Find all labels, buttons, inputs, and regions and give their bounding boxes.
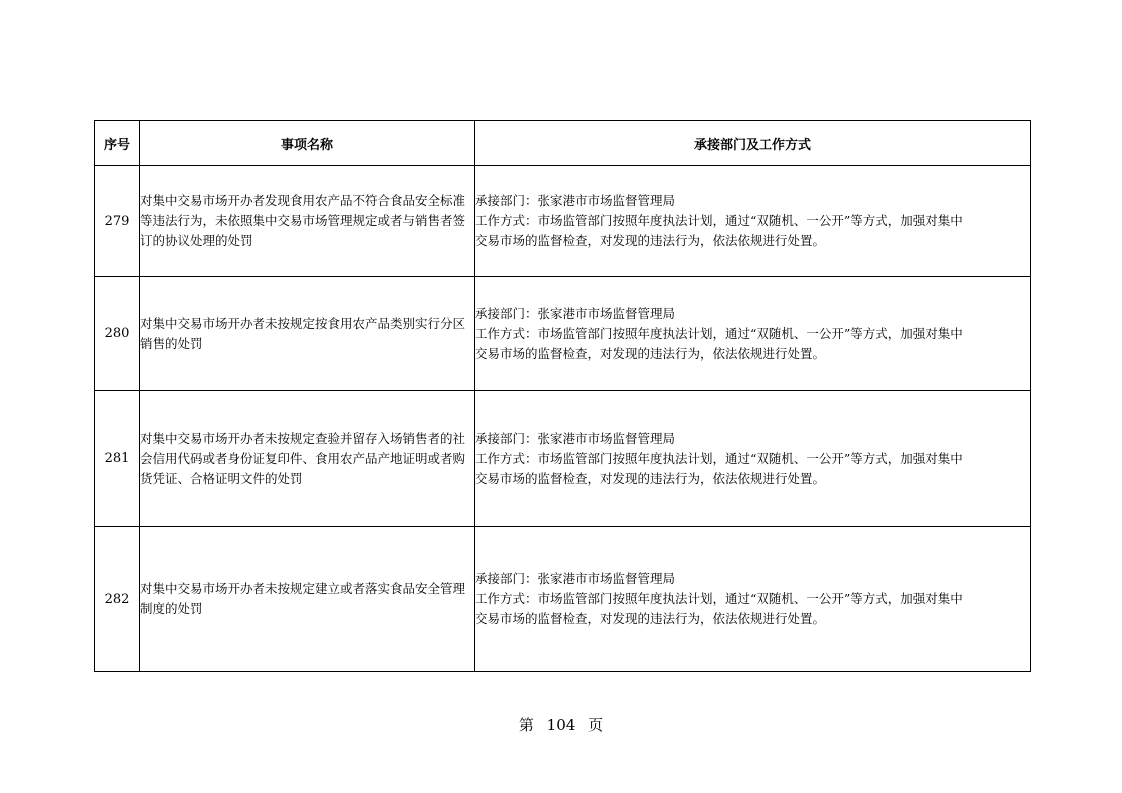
table-header-row bbox=[95, 121, 1031, 166]
page-footer bbox=[0, 714, 1122, 735]
department-line: 承接部门：张家港市市场监督管理局 bbox=[475, 305, 676, 321]
matters-table bbox=[94, 120, 1031, 672]
row-matter-name: 对集中交易市场开办者未按规定查验并留存入场销售者的社会信用代码或者身份证复印件、食用农产品产地证明或者购货凭证、合格证明文件的处罚 bbox=[140, 391, 475, 527]
row-serial-number: 282 bbox=[95, 527, 140, 672]
method-line-continued: 交易市场的监督检查，对发现的违法行为，依法依规进行处置。 bbox=[475, 233, 826, 248]
row-department-method bbox=[475, 391, 1031, 527]
page-suffix: 页 bbox=[588, 716, 604, 734]
table-row bbox=[95, 391, 1031, 527]
department-line: 承接部门：张家港市市场监督管理局 bbox=[475, 193, 676, 208]
method-line: 工作方式：市场监管部门按照年度执法计划，通过“双随机、一公开”等方式，加强对集中 bbox=[475, 591, 963, 606]
table-row bbox=[95, 527, 1031, 672]
header-serial-number: 序号 bbox=[95, 121, 140, 166]
row-department-method bbox=[475, 527, 1031, 672]
department-line: 承接部门：张家港市市场监督管理局 bbox=[475, 571, 676, 586]
row-serial-number: 280 bbox=[95, 277, 140, 391]
header-department-method: 承接部门及工作方式 bbox=[475, 121, 1031, 166]
table-row bbox=[95, 277, 1031, 391]
department-line: 承接部门：张家港市市场监督管理局 bbox=[475, 430, 676, 446]
method-line-continued: 交易市场的监督检查，对发现的违法行为，依法依规进行处置。 bbox=[475, 470, 826, 486]
header-matter-name: 事项名称 bbox=[140, 121, 475, 166]
row-matter-name: 对集中交易市场开办者发现食用农产品不符合食品安全标准等违法行为，未依照集中交易市场管理规定或者与销售者签订的协议处理的处罚 bbox=[140, 166, 475, 277]
row-serial-number: 281 bbox=[95, 391, 140, 527]
method-line-continued: 交易市场的监督检查，对发现的违法行为，依法依规进行处置。 bbox=[475, 611, 826, 626]
row-department-method bbox=[475, 277, 1031, 391]
method-line: 工作方式：市场监管部门按照年度执法计划，通过“双随机、一公开”等方式，加强对集中 bbox=[475, 450, 963, 466]
table-row bbox=[95, 166, 1031, 277]
method-line: 工作方式：市场监管部门按照年度执法计划，通过“双随机、一公开”等方式，加强对集中 bbox=[475, 213, 963, 228]
page-prefix: 第 bbox=[518, 716, 534, 734]
row-department-method bbox=[475, 166, 1031, 277]
row-serial-number: 279 bbox=[95, 166, 140, 277]
row-matter-name: 对集中交易市场开办者未按规定建立或者落实食品安全管理制度的处罚 bbox=[140, 527, 475, 672]
method-line: 工作方式：市场监管部门按照年度执法计划，通过“双随机、一公开”等方式，加强对集中 bbox=[475, 325, 963, 341]
row-matter-name: 对集中交易市场开办者未按规定按食用农产品类别实行分区销售的处罚 bbox=[140, 277, 475, 391]
method-line-continued: 交易市场的监督检查，对发现的违法行为，依法依规进行处置。 bbox=[475, 345, 826, 361]
page-number: 104 bbox=[546, 716, 576, 734]
